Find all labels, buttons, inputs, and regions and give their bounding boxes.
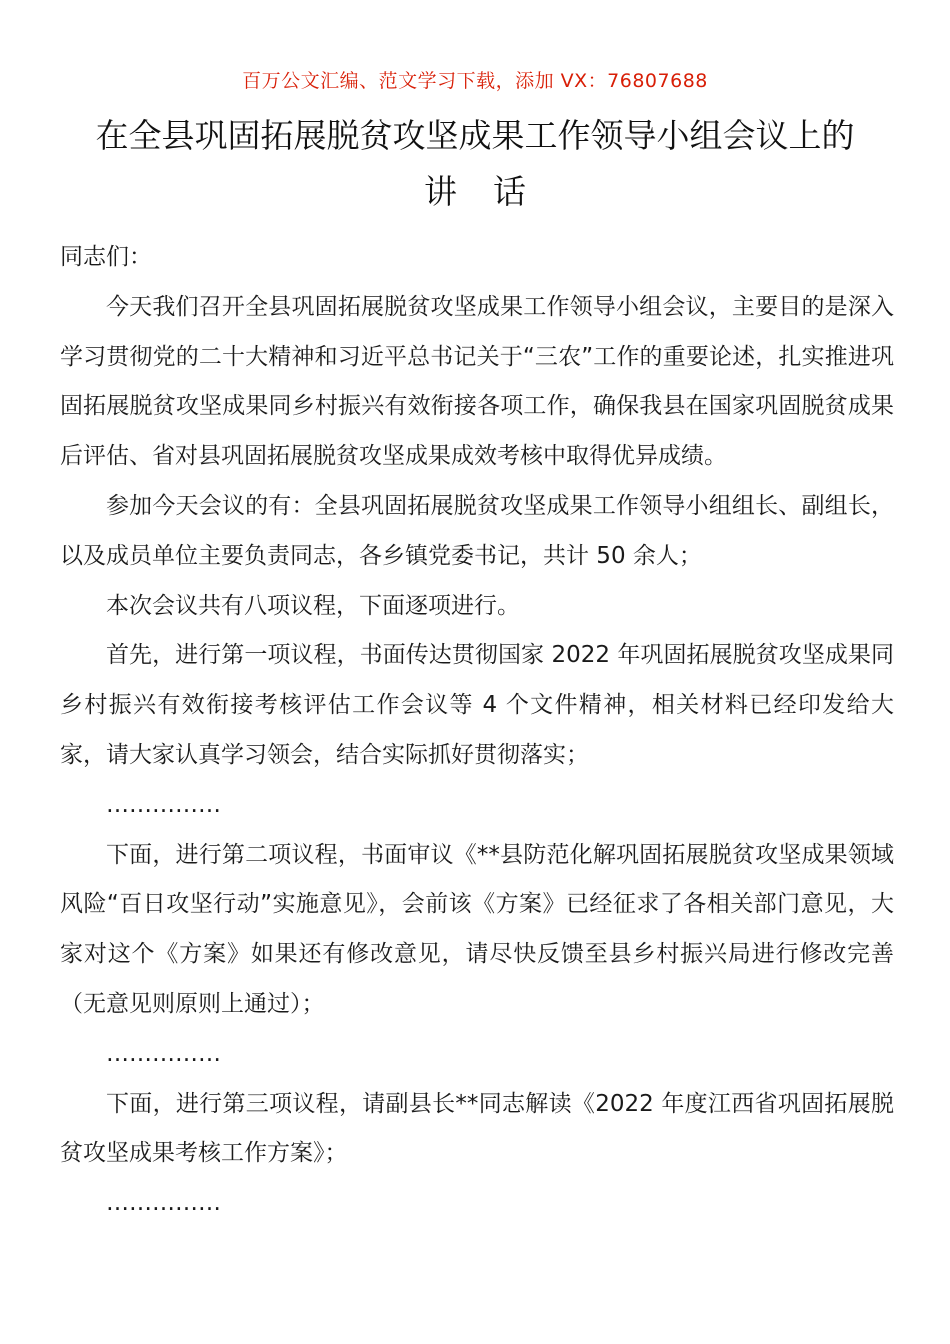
paragraph-agenda-intro: 本次会议共有八项议程，下面逐项进行。 xyxy=(106,592,520,619)
header-note: 百万公文汇编、范文学习下载，添加 VX：76807688 xyxy=(242,70,708,92)
ellipsis-separator: …………… xyxy=(106,1040,221,1067)
paragraph-agenda-item-2: 下面，进行第二项议程，书面审议《**县防范化解巩固拓展脱贫攻坚成果领域风险“百日攻坚行动”实施意见》，会前该《方案》已经征求了各相关部门意见，大家对这个《方案》如果还有修改意见，请尽快反馈至县乡村振兴局进行修改完善（无意见则原则上通过）； xyxy=(60,841,894,1017)
paragraph-opening: 今天我们召开全县巩固拓展脱贫攻坚成果工作领导小组会议，主要目的是深入学习贯彻党的二十大精神和习近平总书记关于“三农”工作的重要论述，扎实推进巩固拓展脱贫攻坚成果同乡村振兴有效衔接各项工作，确保我县在国家巩固脱贫成果后评估、省对县巩固拓展脱贫攻坚成果成效考核中取得优异成绩。 xyxy=(60,293,894,470)
title-line-2: 讲话 xyxy=(424,172,562,211)
document-title xyxy=(40,108,910,220)
paragraph-attendees: 参加今天会议的有：全县巩固拓展脱贫攻坚成果工作领导小组组长、副组长，以及成员单位主要负责同志，各乡镇党委书记，共计 50 余人； xyxy=(60,492,894,569)
paragraph-agenda-item-1: 首先，进行第一项议程，书面传达贯彻国家 2022 年巩固拓展脱贫攻坚成果同乡村振兴有效衔接考核评估工作会议等 4 个文件精神，相关材料已经印发给大家，请大家认真学习领会，结合实际抓好贯彻落实； xyxy=(60,642,894,768)
ellipsis-separator: …………… xyxy=(106,791,221,818)
document-body xyxy=(60,233,894,1229)
ellipsis-separator: …………… xyxy=(106,1190,221,1217)
paragraph-agenda-item-3: 下面，进行第三项议程，请副县长**同志解读《2022 年度江西省巩固拓展脱贫攻坚成果考核工作方案》； xyxy=(60,1090,894,1167)
salutation: 同志们： xyxy=(60,244,152,270)
title-line-1: 在全县巩固拓展脱贫攻坚成果工作领导小组会议上的 xyxy=(95,116,855,155)
